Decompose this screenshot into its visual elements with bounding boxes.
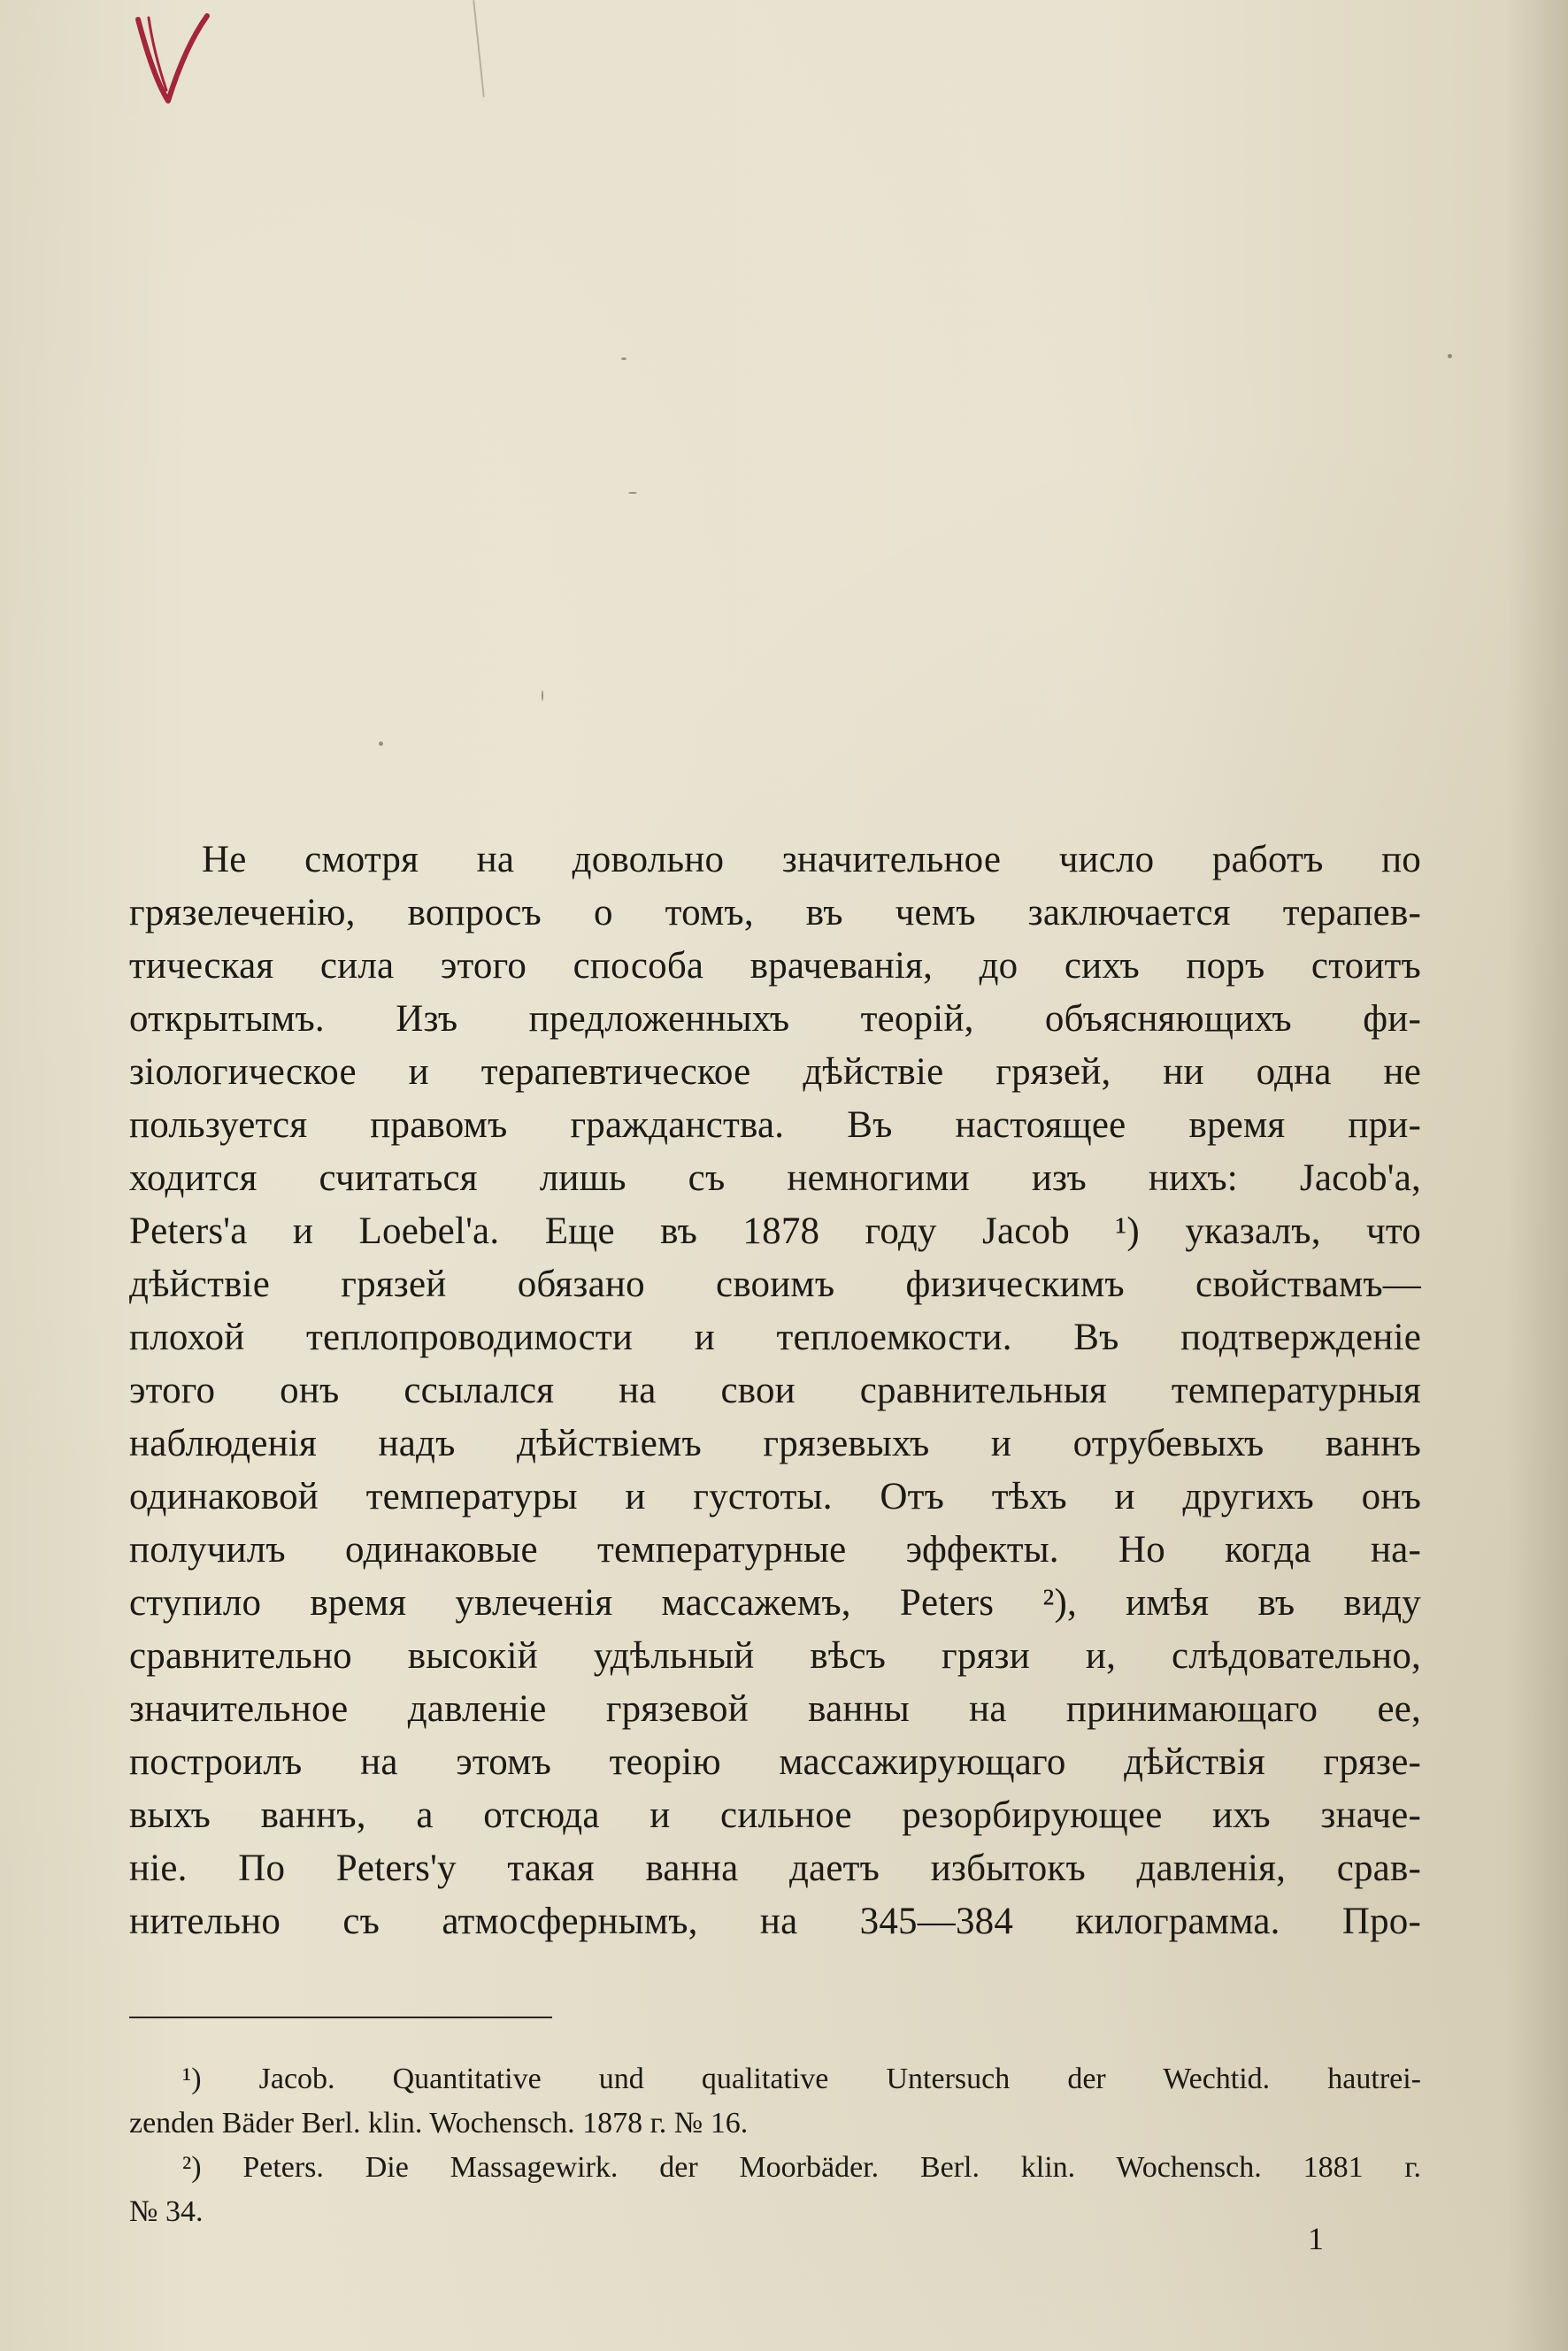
text-line: построилъ на этомъ теорію массажирующаго дѣйствія грязе- [129,1741,1421,1783]
text-line: плохой теплопроводимости и теплоемкости. Въ подтвержденіе [129,1317,1421,1358]
paper-speck [1448,354,1452,358]
page-number: 1 [1308,2221,1324,2256]
paper-speck [628,492,637,494]
footnote-separator [129,2017,552,2018]
text-line: наблюденія надъ дѣйствіемъ грязевыхъ и отрубевыхъ ваннъ [129,1423,1421,1464]
text-line: ступило время увлеченія массажемъ, Peters ²), имѣя въ виду [129,1582,1421,1624]
text-line: значительное давленіе грязевой ванны на принимающаго ее, [129,1688,1421,1730]
text-line: грязелеченію, вопросъ о томъ, въ чемъ заключается терапев- [129,892,1421,933]
paper-speck [621,357,626,360]
page-edge-shadow [1506,0,1568,2351]
text-line: получилъ одинаковые температурные эффекты. Но когда на- [129,1529,1421,1571]
text-line: открытымъ. Изъ предложенныхъ теорій, объясняющихъ фи- [129,998,1421,1040]
paper-crease [473,0,484,97]
text-line: дѣйствіе грязей обязано своимъ физическимъ свойствамъ— [129,1264,1421,1305]
handwritten-check-mark [133,11,212,108]
text-line: нительно съ атмосфернымъ, на 345—384 килограмма. Про- [129,1901,1421,1942]
text-line: зіологическое и терапевтическое дѣйствіе грязей, ни одна не [129,1051,1421,1093]
text-line: ходится считаться лишь съ немногими изъ нихъ: Jacob'a, [129,1157,1421,1199]
footnote-line: № 34. [129,2195,204,2228]
text-line: ніе. По Peters'у такая ванна даетъ избытокъ давленія, срав- [129,1848,1421,1889]
text-line: тическая сила этого способа врачеванія, до сихъ поръ стоитъ [129,945,1421,987]
footnote-line: ²) Peters. Die Massagewirk. der Moorbäder. Berl. klin. Wochensch. 1881 г. [182,2151,1421,2184]
text-line: Peters'a и Loebel'a. Еще въ 1878 году Jacob ¹) указалъ, что [129,1210,1421,1252]
text-line: выхъ ваннъ, а отсюда и сильное резорбирующее ихъ значе- [129,1794,1421,1836]
text-line: этого онъ ссылался на свои сравнительныя температурныя [129,1370,1421,1411]
text-line: сравнительно высокій удѣльный вѣсъ грязи и, слѣдовательно, [129,1635,1421,1677]
text-line: Не смотря на довольно значительное число работъ по [202,839,1421,880]
paper-speck [379,741,383,746]
footnote-line: zenden Bäder Berl. klin. Wochensch. 1878 г. № 16. [129,2107,749,2140]
footnotes [129,2057,1421,2234]
text-line: одинаковой температуры и густоты. Отъ тѣхъ и другихъ онъ [129,1476,1421,1517]
main-paragraph [129,834,1421,1948]
footnote-line: ¹) Jacob. Quantitative und qualitative Untersuch der Wechtid. hautrei- [182,2063,1421,2095]
text-line: пользуется правомъ гражданства. Въ настоящее время при- [129,1104,1421,1146]
paper-speck [542,690,543,701]
